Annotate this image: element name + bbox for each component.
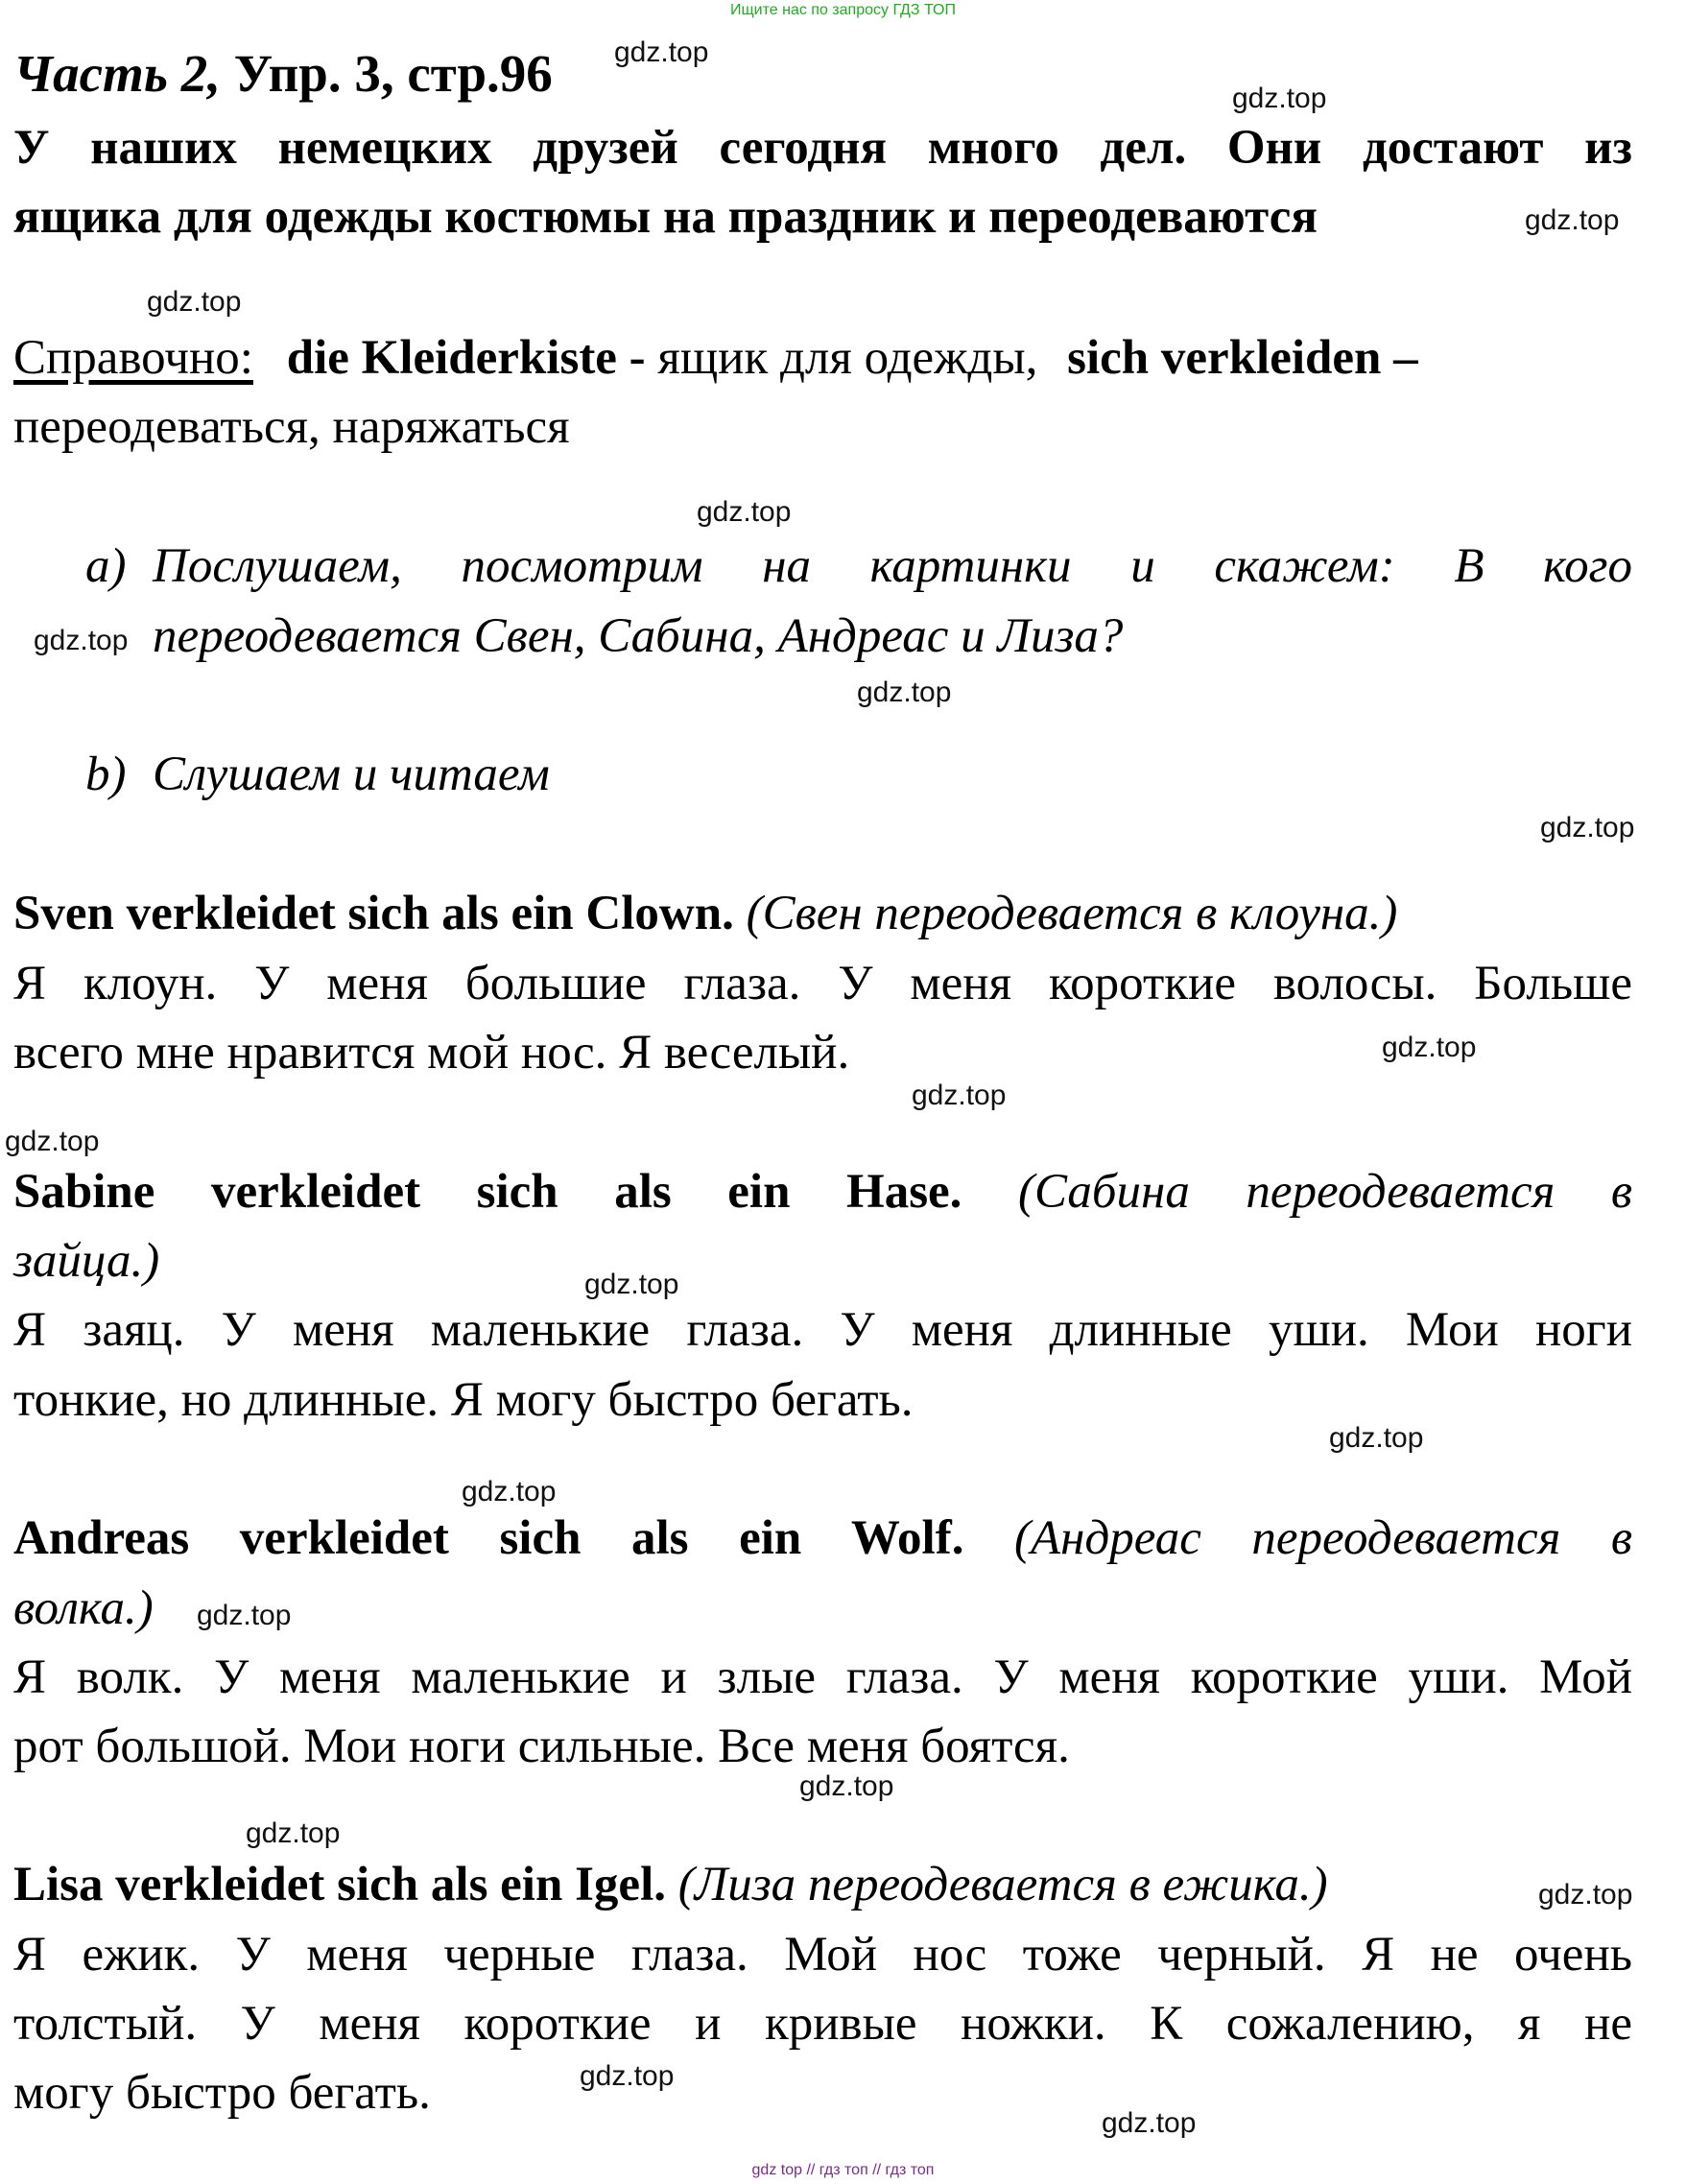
reference-def-1: ящик для одежды, xyxy=(657,331,1038,385)
sabine-text-line-1: Я заяц. У меня маленькие глаза. У меня длинные уши. Мои ноги xyxy=(13,1303,1632,1357)
watermark: gdz.top xyxy=(5,1126,100,1157)
watermark: gdz.top xyxy=(1525,204,1620,236)
andreas-text-line-2: рот большой. Мои ноги сильные. Все меня боятся. xyxy=(13,1720,1070,1773)
watermark: gdz.top xyxy=(1102,2107,1197,2139)
top-banner: Ищите нас по запросу ГДЗ ТОП xyxy=(730,2,956,18)
watermark: gdz.top xyxy=(246,1817,341,1849)
sabine-text-line-2: тонкие, но длинные. Я могу быстро бегать. xyxy=(13,1373,914,1427)
watermark: gdz.top xyxy=(147,286,242,318)
subtask-a-line-2: переодевается Свен, Сабина, Андреас и Лиза? xyxy=(153,609,1124,663)
sabine-heading-de: Sabine verkleidet sich als ein Hase. xyxy=(13,1165,962,1219)
watermark: gdz.top xyxy=(912,1080,1007,1111)
lisa-heading xyxy=(13,1855,1632,1914)
lisa-text-line-2: толстый. У меня короткие и кривые ножки. К сожалению, я не xyxy=(13,1997,1632,2051)
reference-term-2: sich verkleiden – xyxy=(1067,331,1418,385)
watermark: gdz.top xyxy=(1382,1032,1477,1063)
reference-term-1: die Kleiderkiste - xyxy=(286,331,646,385)
watermark: gdz.top xyxy=(697,496,792,528)
sabine-heading-cont: зайца.) xyxy=(13,1234,160,1288)
sven-heading xyxy=(13,884,1632,943)
exercise-label: Упр. 3, стр.96 xyxy=(233,44,553,103)
watermark: gdz.top xyxy=(34,625,129,656)
sven-text-line-1: Я клоун. У меня большие глаза. У меня короткие волосы. Больше xyxy=(13,957,1632,1010)
watermark: gdz.top xyxy=(614,36,709,68)
task-line-2: ящика для одежды костюмы на праздник и переодеваются xyxy=(13,190,1318,244)
subtask-a-line-1: Послушаем, посмотрим на картинки и скажем: В кого xyxy=(153,539,1632,593)
sabine-heading xyxy=(13,1162,1632,1222)
watermark: gdz.top xyxy=(462,1476,557,1507)
lisa-text-line-1: Я ежик. У меня черные глаза. Мой нос тоже черный. Я не очень xyxy=(13,1928,1632,1982)
andreas-heading xyxy=(13,1508,1632,1568)
subtask-a-marker: a) xyxy=(85,539,127,593)
lisa-heading-de: Lisa verkleidet sich als ein Igel. xyxy=(13,1858,666,1911)
andreas-heading-de: Andreas verkleidet sich als ein Wolf. xyxy=(13,1511,964,1565)
watermark: gdz.top xyxy=(580,2060,675,2092)
watermark: gdz.top xyxy=(584,1269,679,1300)
reference-label: Справочно: xyxy=(13,331,253,385)
subtask-b-marker: b) xyxy=(85,748,127,801)
watermark: gdz.top xyxy=(1540,812,1635,843)
sabine-heading-ru: (Сабина переодевается в xyxy=(1018,1165,1632,1219)
watermark: gdz.top xyxy=(1538,1879,1633,1911)
reference-line-1 xyxy=(13,328,1632,388)
lisa-heading-ru: (Лиза переодевается в ежика.) xyxy=(677,1858,1328,1911)
watermark: gdz.top xyxy=(857,677,952,708)
watermark: gdz.top xyxy=(1329,1422,1424,1454)
watermark: gdz.top xyxy=(197,1600,292,1631)
andreas-text-line-1: Я волк. У меня маленькие и злые глаза. У меня короткие уши. Мой xyxy=(13,1650,1632,1704)
part-label: Часть 2, xyxy=(13,44,221,103)
andreas-heading-ru: (Андреас переодевается в xyxy=(1014,1511,1632,1565)
sven-heading-ru: (Свен переодевается в клоуна.) xyxy=(746,887,1398,940)
task-line-1: У наших немецких друзей сегодня много дел. Они достают из xyxy=(13,121,1632,175)
exercise-header xyxy=(13,44,1632,104)
andreas-heading-cont: волка.) xyxy=(13,1581,154,1635)
watermark: gdz.top xyxy=(1232,83,1327,114)
subtask-b-text: Слушаем и читаем xyxy=(153,748,550,801)
sven-heading-de: Sven verkleidet sich als ein Clown. xyxy=(13,887,734,940)
exercise-page xyxy=(13,0,1635,2184)
lisa-text-line-3: могу быстро бегать. xyxy=(13,2066,431,2120)
sven-text-line-2: всего мне нравится мой нос. Я веселый. xyxy=(13,1026,850,1080)
reference-def-2: переодеваться, наряжаться xyxy=(13,400,570,454)
watermark: gdz.top xyxy=(799,1770,894,1802)
bottom-banner: gdz top // гдз топ // гдз топ xyxy=(751,2162,935,2178)
